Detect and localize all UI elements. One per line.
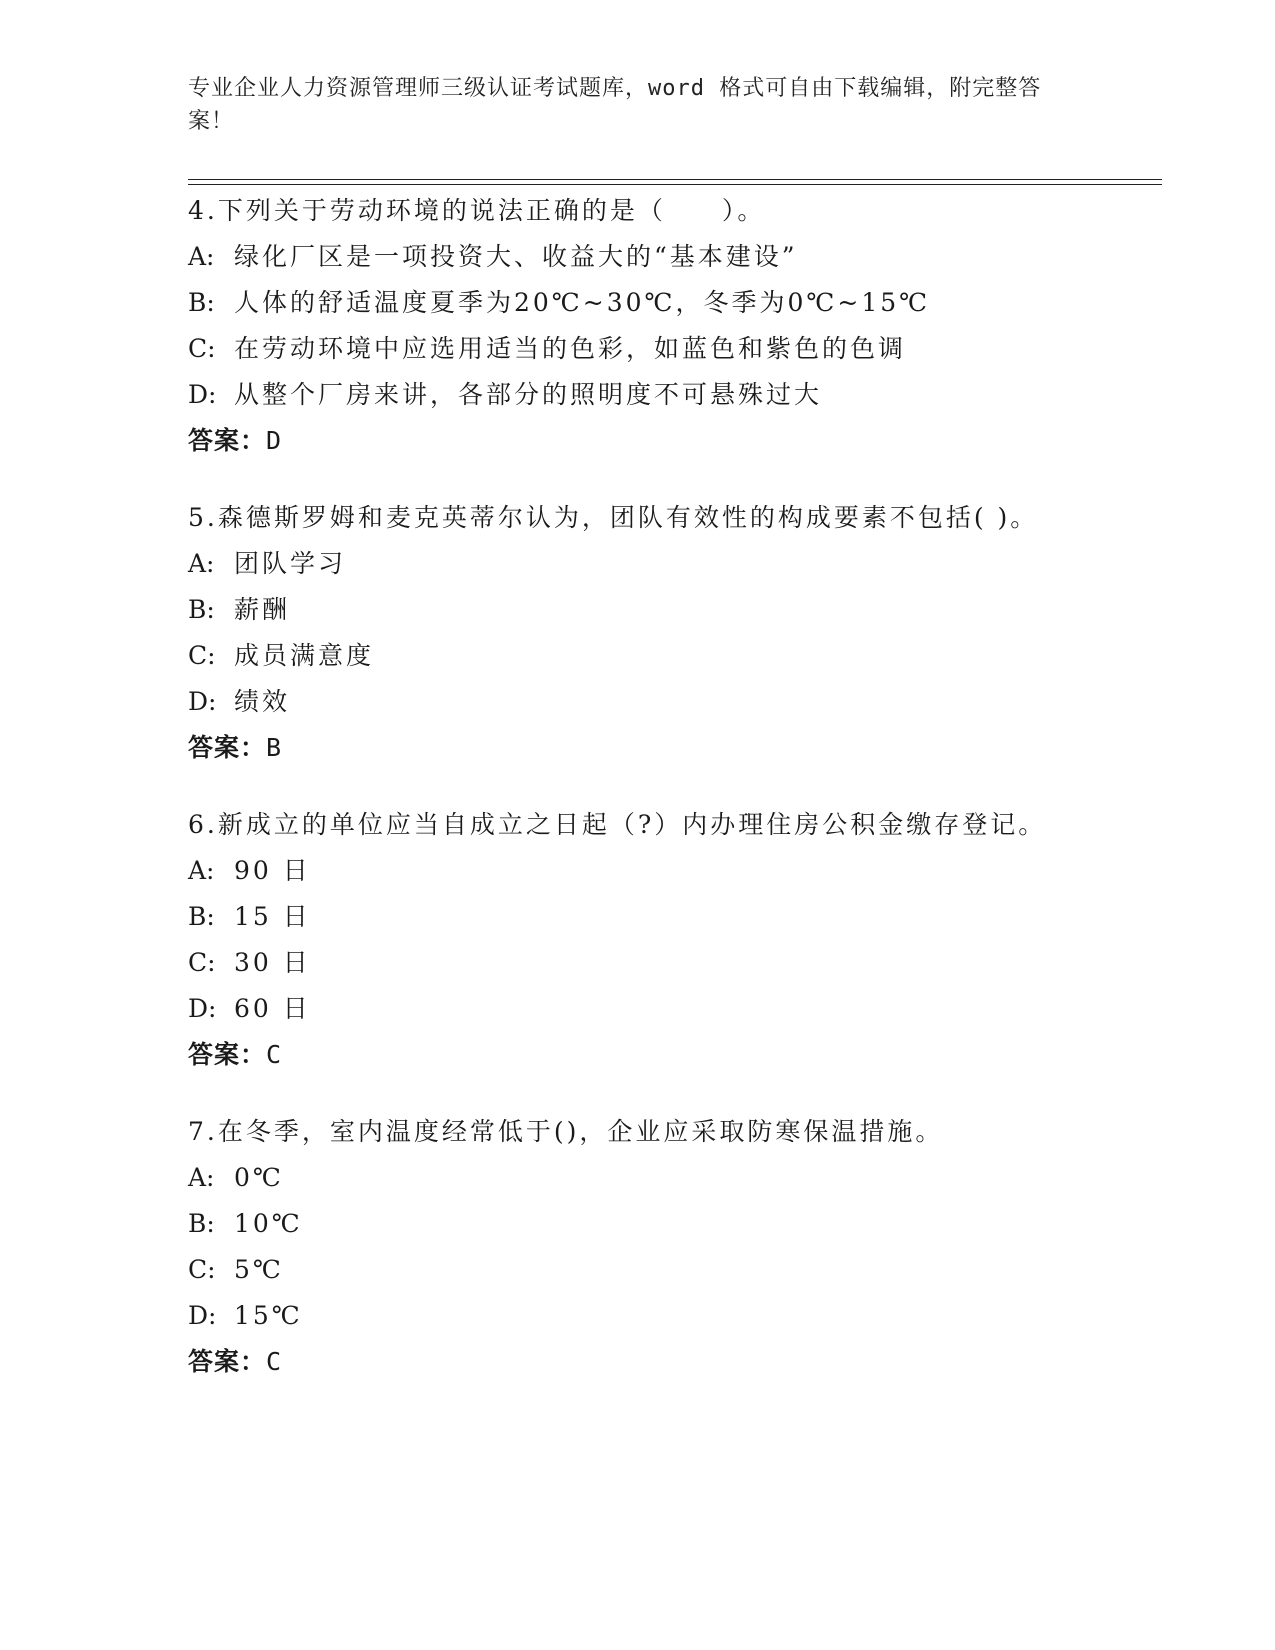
option-letter: C: [188, 641, 216, 670]
option-text: 从整个厂房来讲，各部分的照明度不可悬殊过大 [234, 380, 823, 409]
option-text: 5℃ [234, 1255, 284, 1284]
option-letter: A: [188, 1163, 215, 1192]
option-letter: B: [188, 902, 215, 931]
question-stem: 5.森德斯罗姆和麦克英蒂尔认为，团队有效性的构成要素不包括( )。 [188, 503, 1039, 532]
answer-line [188, 725, 1162, 771]
option-b [188, 894, 1162, 940]
option-text: 薪酬 [234, 595, 291, 624]
option-c [188, 633, 1162, 679]
option-text: 15 日 [234, 902, 311, 931]
option-b [188, 587, 1162, 633]
option-c [188, 940, 1162, 986]
option-text: 60 日 [234, 994, 311, 1023]
option-text: 绩效 [234, 687, 291, 716]
option-a [188, 234, 1162, 280]
option-text: 在劳动环境中应选用适当的色彩，如蓝色和紫色的色调 [234, 334, 907, 363]
option-text: 成员满意度 [234, 641, 375, 670]
option-d [188, 679, 1162, 725]
option-d [188, 1293, 1162, 1339]
option-letter: D: [188, 687, 217, 716]
option-letter: C: [188, 948, 216, 977]
option-c [188, 1247, 1162, 1293]
option-letter: B: [188, 288, 215, 317]
option-d [188, 986, 1162, 1032]
option-text: 绿化厂区是一项投资大、收益大的“基本建设” [234, 242, 798, 271]
question-5 [188, 495, 1162, 771]
header-divider-bottom [188, 184, 1162, 185]
answer-label: 答案： [188, 426, 267, 455]
option-text: 人体的舒适温度夏季为20℃~30℃，冬季为0℃~15℃ [234, 288, 931, 317]
option-a [188, 1155, 1162, 1201]
answer-line [188, 1032, 1162, 1078]
question-7 [188, 1109, 1162, 1385]
option-letter: C: [188, 334, 216, 363]
option-text: 15℃ [234, 1301, 303, 1330]
answer-line [188, 418, 1162, 464]
question-stem: 7.在冬季，室内温度经常低于()，企业应采取防寒保温措施。 [188, 1117, 944, 1146]
option-letter: B: [188, 595, 215, 624]
answer-label: 答案： [188, 1040, 267, 1069]
option-letter: A: [188, 549, 215, 578]
document-intro: 专业企业人力资源管理师三级认证考试题库，word 格式可自由下载编辑，附完整答案！ [188, 76, 1042, 134]
answer-value: B [266, 733, 283, 762]
answer-value: C [266, 1040, 283, 1069]
option-b [188, 1201, 1162, 1247]
option-text: 90 日 [234, 856, 311, 885]
option-c [188, 326, 1162, 372]
answer-label: 答案： [188, 1347, 267, 1376]
answer-value: C [266, 1347, 283, 1376]
option-text: 10℃ [234, 1209, 303, 1238]
option-b [188, 280, 1162, 326]
option-a [188, 541, 1162, 587]
option-letter: C: [188, 1255, 216, 1284]
header-divider-top [188, 179, 1162, 180]
option-letter: D: [188, 994, 217, 1023]
option-letter: D: [188, 380, 217, 409]
option-text: 团队学习 [234, 549, 347, 578]
answer-value: D [266, 426, 283, 455]
option-letter: B: [188, 1209, 215, 1238]
question-stem: 4.下列关于劳动环境的说法正确的是（ ）。 [188, 196, 766, 225]
answer-label: 答案： [188, 733, 267, 762]
question-stem: 6.新成立的单位应当自成立之日起（?）内办理住房公积金缴存登记。 [188, 810, 1047, 839]
question-6 [188, 802, 1162, 1078]
question-4 [188, 188, 1162, 464]
option-letter: A: [188, 856, 215, 885]
option-a [188, 848, 1162, 894]
option-text: 0℃ [234, 1163, 284, 1192]
option-text: 30 日 [234, 948, 311, 977]
question-list [188, 188, 1162, 1416]
option-d [188, 372, 1162, 418]
option-letter: D: [188, 1301, 217, 1330]
answer-line [188, 1339, 1162, 1385]
option-letter: A: [188, 242, 215, 271]
